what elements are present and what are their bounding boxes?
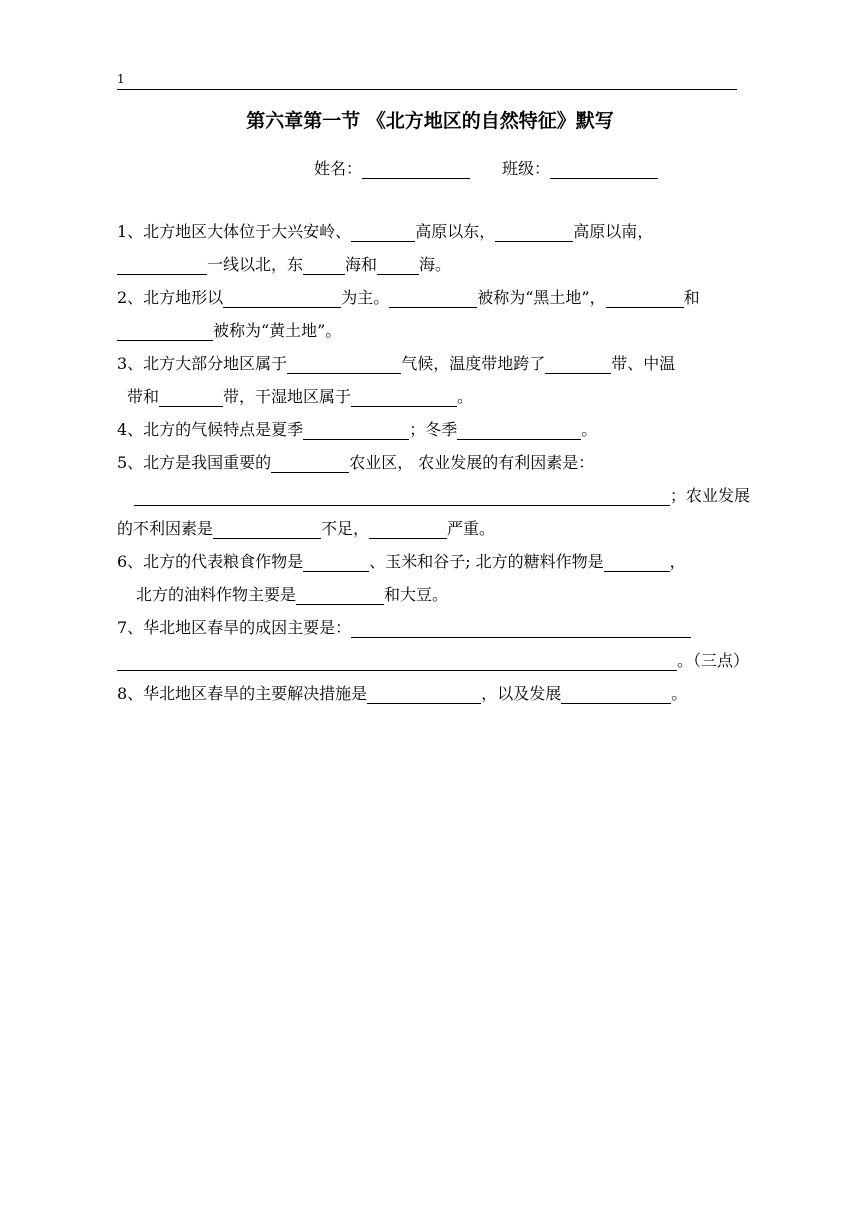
q2-blank-4[interactable] xyxy=(117,323,213,341)
question-7-line-2: 。（三点） xyxy=(117,651,749,671)
q7-blank-1[interactable] xyxy=(351,620,691,638)
q3-blank-4[interactable] xyxy=(351,389,457,407)
q2-blank-1[interactable] xyxy=(223,290,341,308)
q5-blank-1[interactable] xyxy=(271,455,349,473)
question-1-line-1: 1、北方地区大体位于大兴安岭、 高原以东， 高原以南， xyxy=(117,222,654,241)
page-title: 第六章第一节 《北方地区的自然特征》默写 xyxy=(246,110,614,132)
q8-blank-1[interactable] xyxy=(367,686,481,704)
question-6-line-2: 北方的油料作物主要是 和大豆。 xyxy=(136,585,449,604)
name-blank[interactable] xyxy=(362,161,470,179)
page-number: 1 xyxy=(117,72,125,86)
q7-blank-2[interactable] xyxy=(117,653,677,671)
q5-blank-4[interactable] xyxy=(369,521,447,539)
question-5-line-3: 的不利因素是 不足， 严重。 xyxy=(117,519,496,538)
q1-blank-1[interactable] xyxy=(351,224,415,242)
q6-blank-2[interactable] xyxy=(604,554,670,572)
q5-blank-3[interactable] xyxy=(213,521,321,539)
q1-blank-4[interactable] xyxy=(303,257,345,275)
q4-blank-2[interactable] xyxy=(457,422,581,440)
q6-blank-1[interactable] xyxy=(303,554,369,572)
question-4-line-1: 4、北方的气候特点是夏季 ；冬季 。 xyxy=(117,420,598,439)
header-rule xyxy=(117,89,737,90)
question-3-line-2: 带和 带，干湿地区属于 。 xyxy=(127,387,474,406)
q3-blank-1[interactable] xyxy=(287,356,401,374)
question-5-line-1: 5、北方是我国重要的 农业区， 农业发展的有利因素是： xyxy=(117,453,595,472)
q8-blank-2[interactable] xyxy=(561,686,671,704)
question-1-line-2: 一线以北，东 海和 海。 xyxy=(117,255,451,275)
question-2-line-2: 被称为“黄土地”。 xyxy=(117,321,341,341)
q1-blank-3[interactable] xyxy=(117,257,207,275)
q3-blank-2[interactable] xyxy=(545,356,611,374)
q5-blank-2[interactable] xyxy=(134,488,670,506)
q1-blank-2[interactable] xyxy=(495,224,573,242)
class-blank[interactable] xyxy=(550,161,658,179)
q4-blank-1[interactable] xyxy=(303,422,409,440)
question-5-line-2: ；农业发展 xyxy=(134,486,750,506)
q2-blank-3[interactable] xyxy=(606,290,684,308)
q1-blank-5[interactable] xyxy=(377,257,419,275)
name-class-row xyxy=(314,156,658,179)
q2-blank-2[interactable] xyxy=(389,290,477,308)
class-label: 班级： xyxy=(502,159,551,178)
question-8-line-1: 8、华北地区春旱的主要解决措施是 ，以及发展 。 xyxy=(117,684,688,703)
q3-blank-3[interactable] xyxy=(159,389,223,407)
name-label: 姓名： xyxy=(314,159,363,178)
question-6-line-1: 6、北方的代表粮食作物是 、玉米和谷子; 北方的糖料作物是 ， xyxy=(117,552,686,571)
q6-blank-3[interactable] xyxy=(296,587,384,605)
question-2-line-1: 2、北方地形以 为主。 被称为“黑土地”， 和 xyxy=(117,288,700,307)
question-7-line-1: 7、华北地区春旱的成因主要是： xyxy=(117,618,691,638)
question-3-line-1: 3、北方大部分地区属于 气候，温度带地跨了 带、中温 xyxy=(117,354,676,373)
